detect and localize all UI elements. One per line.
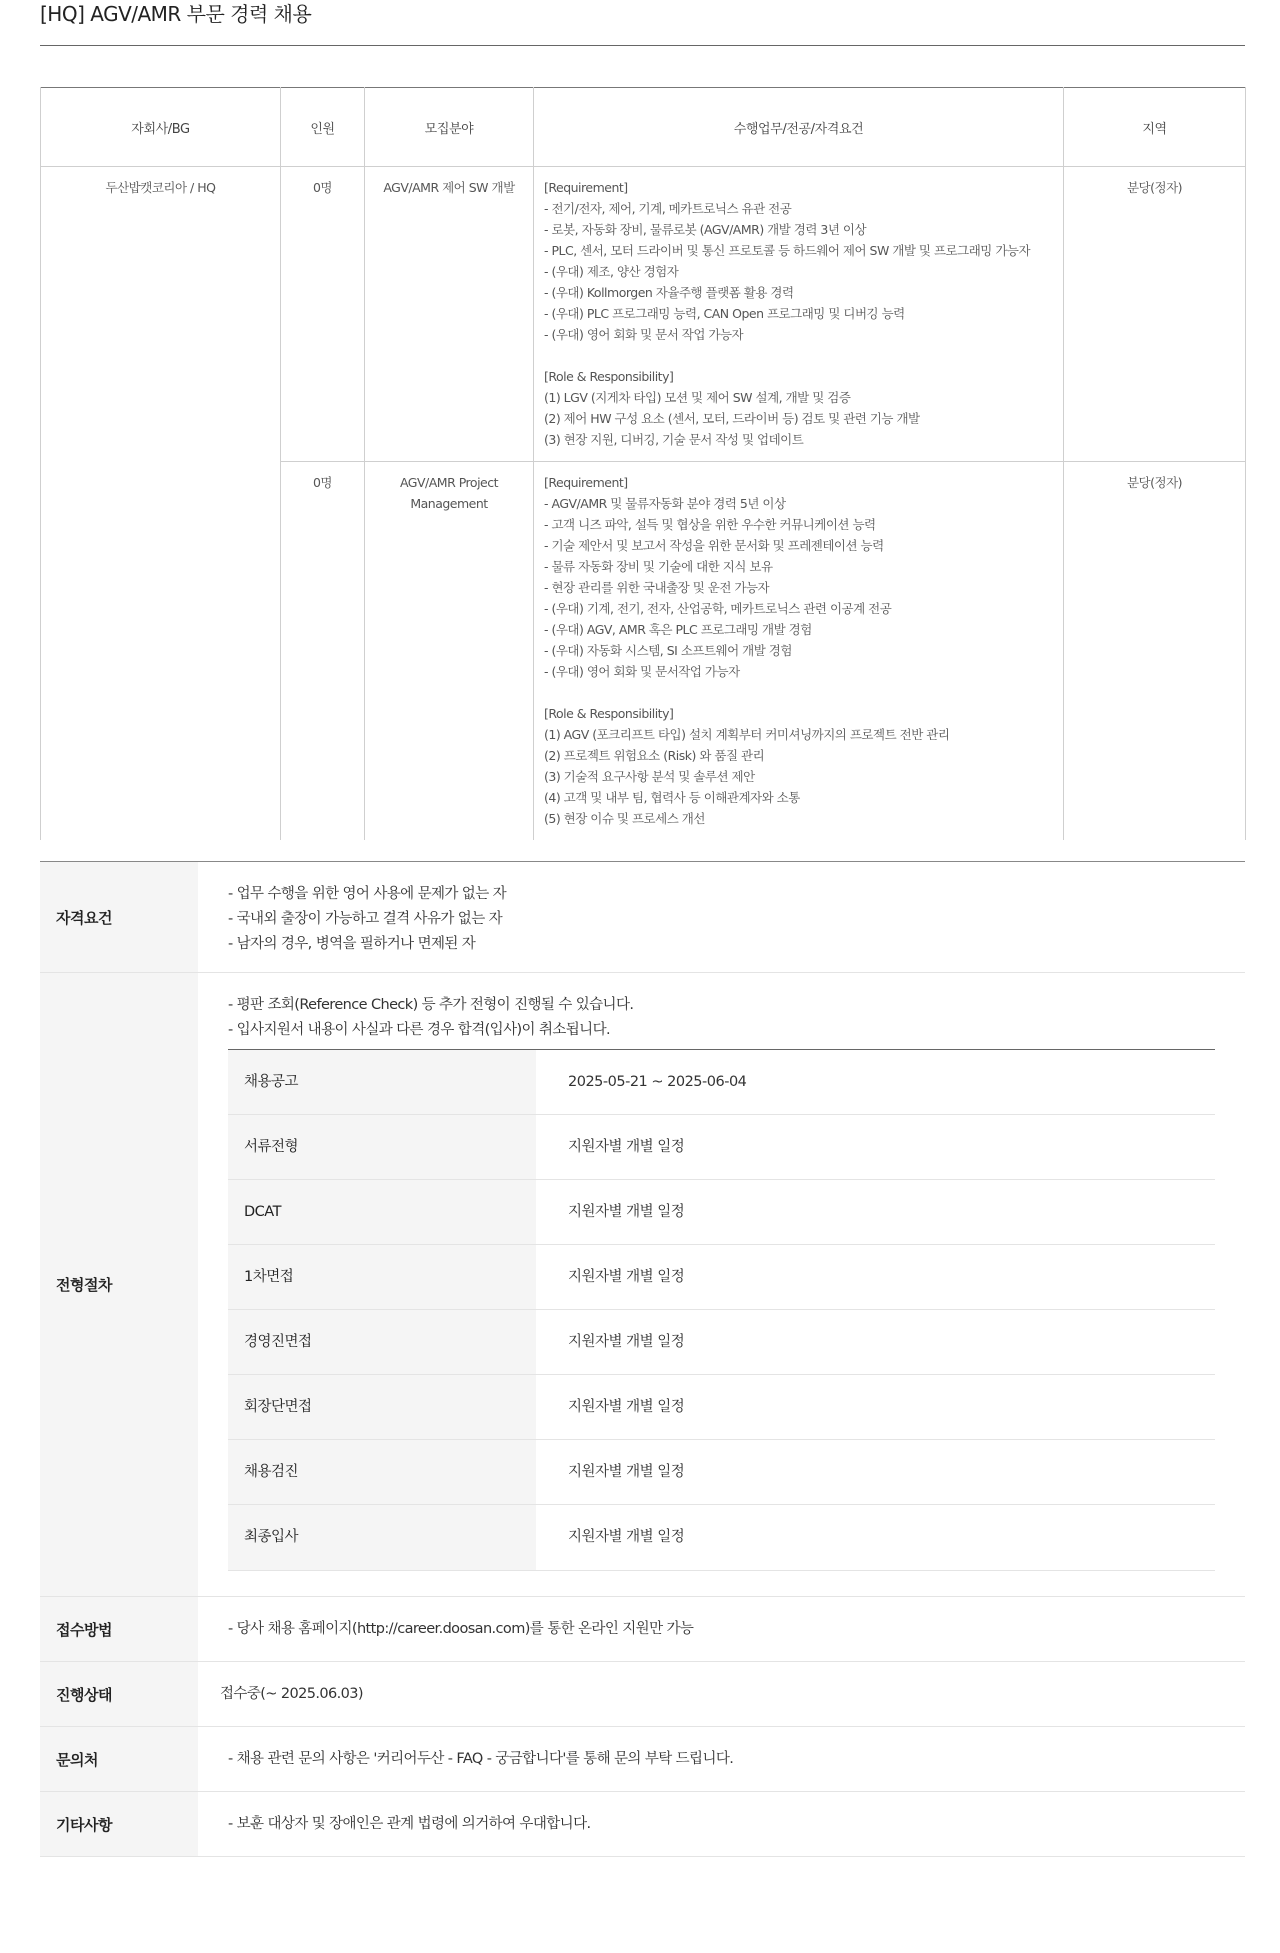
process-label: 전형절차	[40, 973, 198, 1596]
etc-row	[40, 1792, 1245, 1857]
status-label: 진행상태	[40, 1662, 198, 1726]
schedule-row	[228, 1115, 1215, 1180]
table-header-row	[41, 88, 1246, 167]
process-row	[40, 973, 1245, 1597]
header-description: 수행업무/전공/자격요건	[534, 88, 1064, 167]
schedule-step-value: 지원자별 개별 일정	[568, 1333, 685, 1350]
etc-label: 기타사항	[40, 1792, 198, 1856]
etc-value: - 보훈 대상자 및 장애인은 관계 법령에 의거하여 우대합니다.	[228, 1815, 591, 1832]
headcount-cell: 0명	[281, 462, 365, 840]
qualifications-list	[198, 862, 1245, 972]
schedule-table	[228, 1049, 1215, 1571]
schedule-step-label: 1차면접	[228, 1245, 536, 1309]
process-body	[198, 973, 1245, 1596]
schedule-step-value: 2025-05-21 ~ 2025-06-04	[568, 1073, 747, 1090]
region-cell: 분당(정자)	[1064, 462, 1246, 840]
page-title: [HQ] AGV/AMR 부문 경력 채용	[40, 0, 1245, 46]
headcount-cell: 0명	[281, 167, 365, 462]
header-company: 자회사/BG	[41, 88, 281, 167]
contact-value: - 채용 관련 문의 사항은 '커리어두산 - FAQ - 궁금합니다'를 통해 문의 부탁 드립니다.	[228, 1750, 734, 1767]
schedule-step-value: 지원자별 개별 일정	[568, 1268, 685, 1285]
contact-row	[40, 1727, 1245, 1792]
field-cell: AGV/AMR 제어 SW 개발	[365, 167, 534, 462]
apply-method-value: - 당사 채용 홈페이지(http://career.doosan.com)를 통한 온라인 지원만 가능	[228, 1620, 694, 1637]
header-region: 지역	[1064, 88, 1246, 167]
region-cell: 분당(정자)	[1064, 167, 1246, 462]
schedule-step-label: 최종입사	[228, 1505, 536, 1570]
list-item: - 국내외 출장이 가능하고 결격 사유가 없는 자	[228, 911, 503, 927]
schedule-step-label: 서류전형	[228, 1115, 536, 1179]
list-item: - 남자의 경우, 병역을 필하거나 면제된 자	[228, 936, 476, 952]
schedule-step-value: 지원자별 개별 일정	[568, 1463, 685, 1480]
list-item: - 입사지원서 내용이 사실과 다른 경우 합격(입사)이 취소됩니다.	[228, 1022, 610, 1038]
table-row	[41, 167, 1246, 462]
company-cell: 두산밥캣코리아 / HQ	[41, 167, 281, 840]
header-field: 모집분야	[365, 88, 534, 167]
schedule-step-value: 지원자별 개별 일정	[568, 1203, 685, 1220]
schedule-row	[228, 1375, 1215, 1440]
qualifications-label: 자격요건	[40, 862, 198, 972]
description-cell: [Requirement] - AGV/AMR 및 물류자동화 분야 경력 5년 이상 - 고객 니즈 파악, 설득 및 협상을 위한 우수한 커뮤니케이션 능력 - 기술 제안서 및 보고서 작성을 위한 문서화 및 프레젠테이션 능력 - 물류 자동화 장비 및 기술에 대한 지식 보유 - 현장 관리를 위한 국내출장 및 운전 가능자 - (우대) 기계, 전기, 전자, 산업공학, 메카트로닉스 관련 이공계 전공 - (우대) AGV, AMR 혹은 PLC 프로그래밍 개발 경험 - (우대) 자동화 시스템, SI 소프트웨어 개발 경험 - (우대) 영어 회화 및 문서작업 가능자 [Role & Responsibility] (1) AGV (포크리프트 타입) 설치 계획부터 커미셔닝까지의 프로젝트 전반 관리 (2) 프로젝트 위험요소 (Risk) 와 품질 관리 (3) 기술적 요구사항 분석 및 솔루션 제안 (4) 고객 및 내부 팀, 협력사 등 이해관계자와 소통 (5) 현장 이슈 및 프로세스 개선	[534, 462, 1064, 840]
schedule-step-label: 회장단면접	[228, 1375, 536, 1439]
schedule-step-value: 지원자별 개별 일정	[568, 1529, 685, 1545]
process-notes	[228, 993, 1215, 1043]
schedule-row	[228, 1310, 1215, 1375]
schedule-row	[228, 1050, 1215, 1115]
apply-method-label: 접수방법	[40, 1597, 198, 1661]
schedule-row	[228, 1180, 1215, 1245]
schedule-row	[228, 1505, 1215, 1570]
status-row	[40, 1662, 1245, 1727]
schedule-step-label: 채용공고	[228, 1050, 536, 1114]
list-item: - 평판 조회(Reference Check) 등 추가 전형이 진행될 수 있습니다.	[228, 997, 634, 1013]
recruitment-info	[40, 861, 1245, 1857]
schedule-step-label: 경영진면접	[228, 1310, 536, 1374]
qualifications-row	[40, 862, 1245, 973]
description-cell: [Requirement] - 전기/전자, 제어, 기계, 메카트로닉스 유관 전공 - 로봇, 자동화 장비, 물류로봇 (AGV/AMR) 개발 경력 3년 이상 - PLC, 센서, 모터 드라이버 및 통신 프로토콜 등 하드웨어 제어 SW 개발 및 프로그래밍 가능자 - (우대) 제조, 양산 경험자 - (우대) Kollmorgen 자율주행 플랫폼 활용 경력 - (우대) PLC 프로그래밍 능력, CAN Open 프로그래밍 및 디버깅 능력 - (우대) 영어 회화 및 문서 작업 가능자 [Role & Responsibility] (1) LGV (지게차 타입) 모션 및 제어 SW 설계, 개발 및 검증 (2) 제어 HW 구성 요소 (센서, 모터, 드라이버 등) 검토 및 관련 기능 개발 (3) 현장 지원, 디버깅, 기술 문서 작성 및 업데이트	[534, 167, 1064, 462]
contact-label: 문의처	[40, 1727, 198, 1791]
schedule-step-value: 지원자별 개별 일정	[568, 1398, 685, 1415]
header-headcount: 인원	[281, 88, 365, 167]
schedule-step-value: 지원자별 개별 일정	[568, 1138, 685, 1155]
schedule-row	[228, 1440, 1215, 1505]
job-posting-table	[40, 87, 1246, 840]
schedule-step-label: DCAT	[228, 1180, 536, 1244]
list-item: - 업무 수행을 위한 영어 사용에 문제가 없는 자	[228, 886, 507, 902]
schedule-step-label: 채용검진	[228, 1440, 536, 1504]
apply-method-row	[40, 1597, 1245, 1662]
schedule-row	[228, 1245, 1215, 1310]
field-cell: AGV/AMR Project Management	[365, 462, 534, 840]
status-value: 접수중(~ 2025.06.03)	[220, 1685, 363, 1702]
